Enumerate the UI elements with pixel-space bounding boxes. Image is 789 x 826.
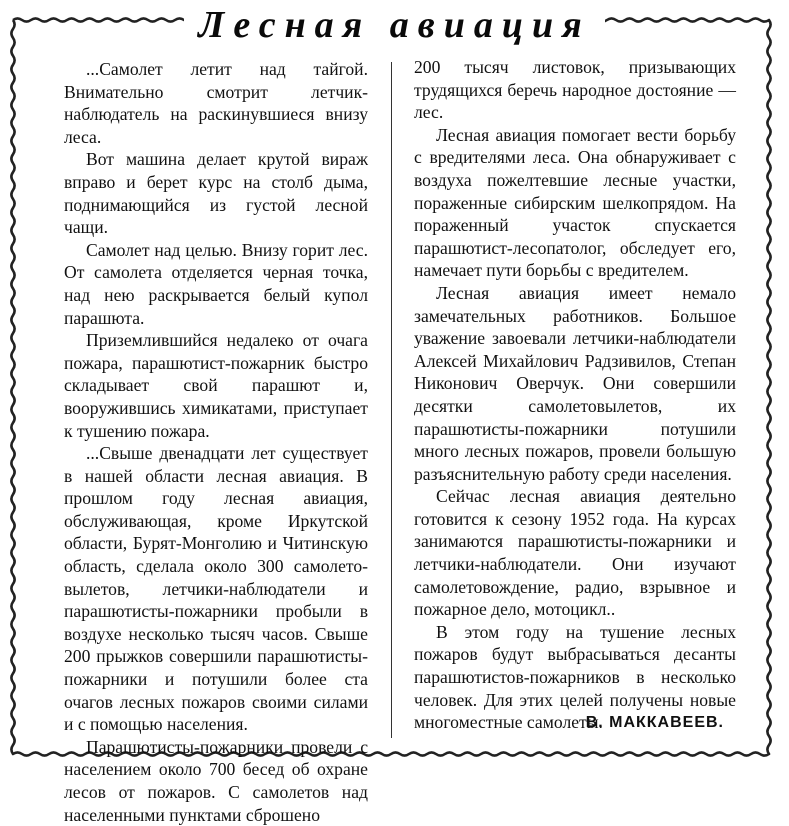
paragraph: Парашютисты-пожарники провели с населением около 700 бесед об охране лесов от пожаров. С самолетов над населенными пунктами сброшено — [64, 736, 368, 825]
paragraph: Лесная авиация помогает вести борьбу с вредителями леса. Она обнаруживает с воздуха пожелтевшие лесные участки, пораженные сибирским шелкопрядом. На пораженный участок спускается парашютист-лесопатолог, обследует его, намечает пути борьбы с вредителем. — [414, 124, 736, 281]
paragraph: ...Самолет летит над тайгой. Внимательно смотрит летчик-наблюдатель на раскинувшиеся внизу леса. — [64, 59, 368, 147]
author-signature: В. МАККАВЕЕВ. — [585, 713, 724, 731]
paragraph: Сейчас лесная авиация деятельно готовится к сезону 1952 года. На курсах занимаются парашютисты-пожарники и летчики-наблюдатели. Они изучают самолетовождение, радио, взрывное и пожарное дело, мотоцикл.. — [414, 486, 736, 620]
column-divider — [391, 62, 392, 738]
paragraph: Вот машина делает крутой вираж вправо и берет курс на столб дыма, поднимающийся из густой лесной чащи. — [64, 149, 368, 238]
article-title: Лесная авиация — [184, 4, 604, 46]
right-column — [414, 56, 736, 734]
paragraph: В этом году на тушение лесных пожаров будут выбрасываться десанты парашютистов-пожарников в несколько человек. Для этих целей получены новые многоместные самолеты. — [414, 621, 736, 733]
paragraph: Самолет над целью. Внизу горит лес. От самолета отделяется черная точка, над нею раскрывается белый купол парашюта. — [64, 239, 368, 328]
paragraph: ...Свыше двенадцати лет существует в нашей области лесная авиация. В прошлом году лесная авиация, обслуживающая, кроме Иркутской области, Бурят-Монголию и Читинскую область, сделала около 300 самолето-вылетов, летчики-наблюдатели и парашютисты-пожарники пробыли в воздухе несколько тысяч часов. Свыше 200 прыжков совершили парашютисты-пожарники и потушили более ста очагов лесных пожаров своими силами и с помощью населения. — [64, 443, 368, 735]
paragraph: Лесная авиация имеет немало замечательных работников. Большое уважение завоевали летчики-наблюдатели Алексей Михайлович Радзивилов, Степан Никонович Оверчук. Они совершили десятки самолетовылетов, их парашютисты-пожарники потушили много лесных пожаров, провели большую разъяснительную работу среди населения. — [414, 282, 736, 484]
paragraph: Приземлившийся недалеко от очага пожара, парашютист-пожарник быстро складывает свой парашют и, вооружившись химикатами, приступает к тушению пожара. — [64, 330, 368, 441]
left-column — [64, 58, 368, 826]
headline — [0, 0, 789, 50]
paragraph: 200 тысяч листовок, призывающих трудящихся беречь народное достояние — лес. — [414, 57, 736, 123]
